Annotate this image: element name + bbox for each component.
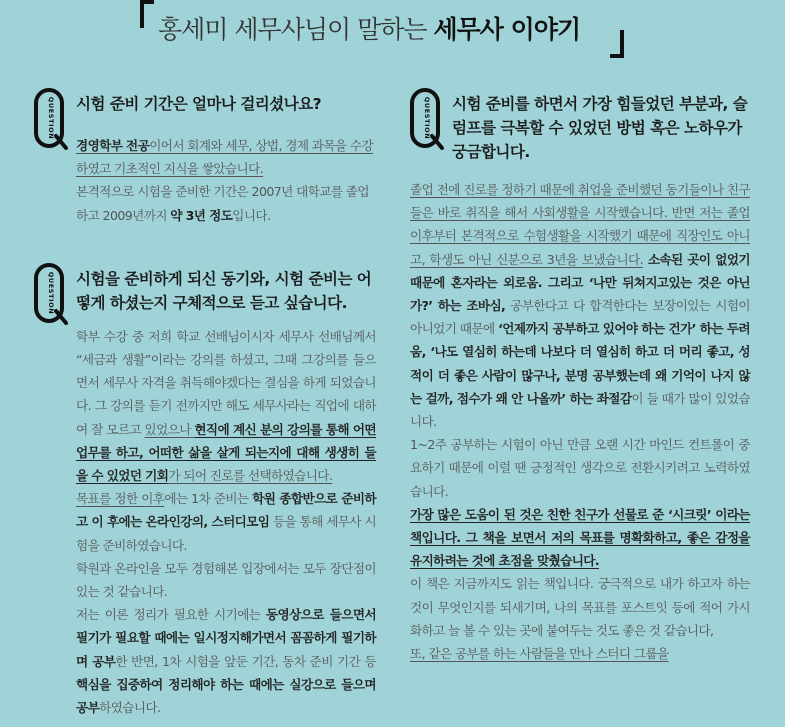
answer-3-p5: 또, 같은 공부를 하는 사람들을 만나 스터디 그룹을 <box>410 646 669 662</box>
answer-3-p1-d: ‘언제까지 공부하고 있어야 하는 건가’ 하는 두려움, ‘나도 열심히 하는데 나보다 더 열심히 하고 더 머리 좋고, 성적이 더 좋은 사람이 많구나, 분명 공부했는데 왜 기억이 나지 않는 걸까, 점수가 왜 안 나올까’ 하는 좌절감 <box>410 321 751 406</box>
page-title <box>158 10 580 46</box>
title-light: 홍세미 세무사님이 말하는 <box>158 15 427 44</box>
answer-2-p4-d: 핵심을 집중하여 정리해야 하는 때에는 실강으로 들으며 공부 <box>76 676 376 716</box>
question-q-icon <box>410 88 444 150</box>
answer-2-p4-b: 동영상으로 들으면서 필기가 필요할 때에는 일시정지해가면서 꼼꼼하게 필기하며 공부 <box>76 607 377 669</box>
right-column <box>410 88 750 665</box>
q-icon-vertical-text: QUESTION <box>47 271 55 315</box>
answer-2-p4-e: 하였습니다. <box>99 700 161 716</box>
answer-2-p1-c: 현직에 계신 분의 강의를 통해 어떤 업무를 하고, 어떠한 삶을 살게 되는지에 대해 생생히 들을 수 있었던 기회 <box>76 421 376 484</box>
answer-1-p2-post: 입니다. <box>232 207 271 223</box>
answer-2-p1-b: 있었으나 <box>144 421 195 437</box>
question-2: 시험을 준비하게 되신 동기와, 시험 준비는 어떻게 하셨는지 구체적으로 듣고 싶습니다. <box>76 269 372 312</box>
question-block-2 <box>34 263 376 719</box>
answer-3-p1-a: 졸업 전에 진로를 정하기 때문에 취업을 준비했던 동기들이나 친구들은 바로 취직을 해서 사회생활을 시작했습니다. 반면 저는 졸업 이후부터 본격적으로 수험생활을 시작했기 때문에 직장인도 아니고, 학생도 아닌 신분으로 3년을 보냈습니다. <box>410 182 750 267</box>
bracket-top-left <box>140 0 154 28</box>
answer-2-p2-b: 에는 1차 준비는 <box>164 491 253 507</box>
answer-2-p4-a: 저는 이론 정리가 필요한 시기에는 <box>76 607 266 623</box>
answer-2-p1-a: 학부 수강 중 저희 학교 선배님이시자 세무사 선배님께서 “세금과 생활”이라는 강의를 하셨고, 그때 그강의를 들으면서 세무사 자격을 취득해야겠다는 결심을 하게 되었습니다. 그 강의를 듣기 전까지만 해도 세무사라는 직업에 대하여 잘 모르고 <box>76 328 376 437</box>
answer-1-line-1 <box>76 138 373 176</box>
answer-2-p3: 학원과 온라인을 모두 경험해본 입장에서는 모두 장단점이 있는 것 같습니다. <box>76 560 376 600</box>
answer-3-p3: 가장 많은 도움이 된 것은 친한 친구가 선물로 준 ‘시크릿’ 이라는 책입니다. 그 책을 보면서 저의 목표를 명확화하고, 좋은 감정을 유지하려는 것에 초점을 맞췄습니다. <box>410 506 750 569</box>
q-icon-vertical-text: QUESTION <box>423 96 431 140</box>
answer-1 <box>76 134 376 227</box>
question-3: 시험 준비를 하면서 가장 힘들었던 부분과, 슬럼프를 극복할 수 있었던 방법 혹은 노하우가 궁금합니다. <box>452 95 748 161</box>
answer-2-p2-d: 등을 통해 세무사 시험을 준비하였습니다. <box>76 514 377 553</box>
q-icon-vertical-text: QUESTION <box>47 96 55 140</box>
answer-2 <box>76 325 376 719</box>
answer-2-p1-d: 가 되어 진로를 선택하였습니다. <box>168 468 333 484</box>
answer-1-rest: 이어서 회계와 세무, 상법, 경제 과목을 수강하였고 기초적인 지식을 쌓았습니다. <box>76 138 374 177</box>
answer-1-p2-pre: 본격적으로 시험을 준비한 기간은 2007년 대학교를 졸업하고 2009년까지 <box>76 184 369 223</box>
title-bold: 세무사 이야기 <box>433 15 581 44</box>
answer-3-p1-c: 공부한다고 다 합격한다는 보장이있는 시험이 아니었기 때문에 <box>410 298 750 337</box>
answer-1-p2-bold: 약 3년 정도 <box>170 207 233 223</box>
question-block-3 <box>410 88 750 665</box>
answer-2-p2-a: 목표를 정한 이후 <box>76 491 165 507</box>
answer-1-bold: 경영학부 전공 <box>76 138 150 153</box>
header <box>140 0 624 60</box>
answer-2-p2-c: 학원 종합반으로 준비하고 이 후에는 온라인강의, 스터디모임 <box>76 491 377 530</box>
question-block-1 <box>34 88 376 227</box>
left-column <box>34 88 376 719</box>
answer-2-p4-c: 한 반면, 1차 시험을 앞둔 기간, 동차 준비 기간 등 <box>115 653 377 669</box>
answer-3-p4: 이 책은 지금까지도 읽는 책입니다. 궁극적으로 내가 하고자 하는 것이 무엇인지를 되새기며, 나의 목표를 포스트잇 등에 적어 가시화하고 늘 볼 수 있는 곳에 붙여두는 것도 좋은 것 같습니다, <box>410 576 750 638</box>
answer-3-p1-e: 이 들 때가 많이 있었습니다. <box>410 390 750 430</box>
question-q-icon <box>34 263 68 325</box>
answer-3-p2: 1~2주 공부하는 시험이 아닌 만큼 오랜 시간 마인드 컨트롤이 중요하기 때문에 이럴 땐 긍정적인 생각으로 전환시키려고 노력하였습니다. <box>410 437 750 499</box>
question-1: 시험 준비 기간은 얼마나 걸리셨나요? <box>76 95 322 113</box>
answer-3 <box>410 178 750 665</box>
bracket-bottom-right <box>610 30 624 58</box>
answer-3-p1-b: 소속된 곳이 없었기 때문에 혼자라는 외로움. 그리고 ‘나만 뒤쳐지고있는 것은 아닌가?’ 하는 조바심, <box>410 251 750 314</box>
question-q-icon <box>34 88 68 150</box>
